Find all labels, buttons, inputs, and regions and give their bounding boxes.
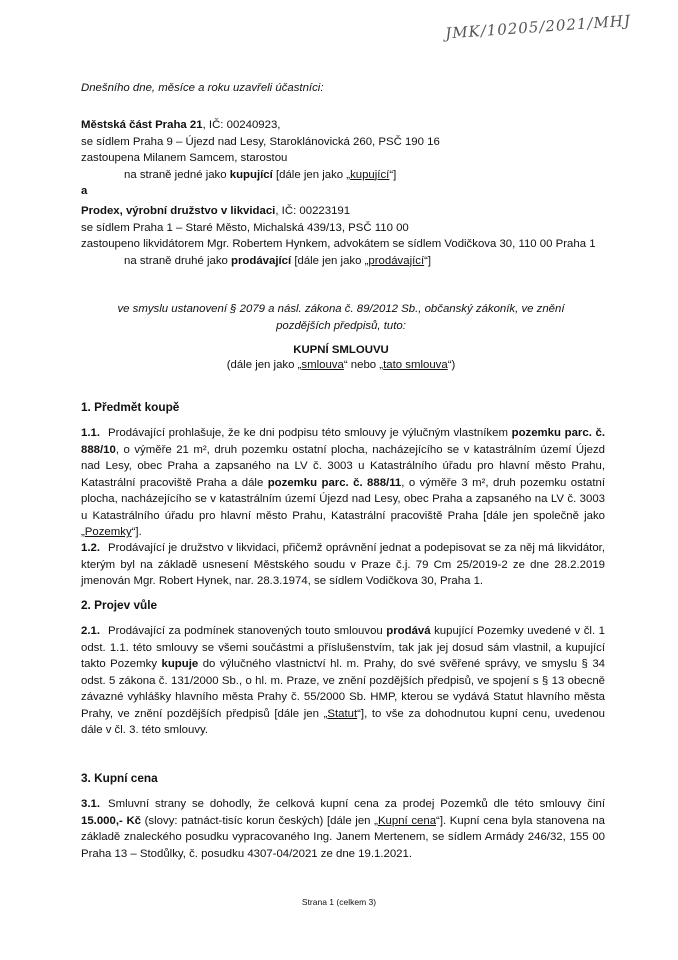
clause-text: Prodávající prohlašuje, že ke dni podpisu této smlouvy je výlučným vlastníkem [108,427,512,439]
section-1-heading: 1. Předmět koupě [81,400,180,414]
clause-text: “], to vše za dohodnutou kupní cenu, uvedenou dále v čl. 3. této smlouvy. [81,707,605,736]
role-text: “] [424,254,432,267]
role-text: “] [389,168,397,181]
buyer-representative: zastoupena Milanem Samcem, starostou [81,152,288,164]
role-alias: kupující [350,168,390,181]
section-2-heading: 2. Projev vůle [81,598,158,612]
role-text: [dále jen jako „ [291,254,369,267]
buyer-role [81,167,601,184]
seller-representative: zastoupeno likvidátorem Mgr. Robertem Hynkem, advokátem se sídlem Vodičkova 30, 110 00 Praha 1 [81,238,596,250]
clause-1-2 [81,540,605,590]
clause-defined-term: Kupní cena [377,814,437,827]
page-footer: Strana 1 (celkem 3) [301,897,377,907]
clause-text: “]. [131,526,142,538]
contract-title: KUPNÍ SMLOUVU [293,344,389,356]
clause-2-1 [81,623,605,739]
party-seller [81,203,601,269]
clause-text: , o výměře 3 m², druh pozemku ostatní plocha, nacházejícího se v katastrálním území Újezd nad Lesy, obec Praha a zapsaného na LV č. 3003 u Katastrálního úřadu pro hlavní město Prahu, Katastrální pracoviště Praha [dále jen společně jako „ [81,476,605,538]
subtitle-text: “ nebo „ [343,359,384,371]
buyer-name-line [81,117,601,134]
conjunction: a [81,185,88,197]
clause-text: (slovy: patnáct-tisíc korun českých) [dále jen „ [141,814,378,827]
role-text: na straně jedné jako [124,168,230,181]
clause-text: “]. Kupní cena byla stanovena na základě znaleckého posudku vypracovaného Ing. Janem Mertenem, se sídlem Armády 246/32, 155 00 Praha 13 – Stodůlky, č. posudku 4307-04/2021 ze dne 19.1.2021. [81,814,605,860]
buyer-id: , IČ: 00240923, [202,119,281,131]
subtitle-text: (dále jen jako „ [226,359,302,371]
intro-text: Dnešního dne, měsíce a roku uzavřeli účastníci: [81,82,324,94]
clause-bold: pozemku parc. č. 888/10 [81,427,606,456]
clause-bold: prodává [386,625,431,637]
buyer-seat: se sídlem Praha 9 – Újezd nad Lesy, Staroklánovická 260, PSČ 190 16 [81,135,440,148]
seller-role [81,253,601,270]
clause-text: Smluvní strany se dohodly, že celková kupní cena za prodej Pozemků dle této smlouvy činí [108,798,605,810]
section-3-heading: 3. Kupní cena [81,771,158,785]
seller-id: , IČ: 00223191 [275,205,351,217]
handwritten-reference: JMK/10205/2021/MHJ [444,11,632,43]
clause-number: 1.2. [81,542,100,554]
clause-text: Prodávající za podmínek stanovených touto smlouvou [108,625,387,637]
clause-3-1 [81,796,605,862]
party-buyer [81,117,601,200]
role-text: na straně druhé jako [124,254,232,267]
seller-name: Prodex, výrobní družstvo v likvidaci [81,205,276,217]
role-text: [dále jen jako „ [272,168,351,181]
seller-seat: se sídlem Praha 1 – Staré Město, Michalská 439/13, PSČ 110 00 [81,221,409,234]
role-alias: prodávající [368,254,425,267]
clause-1-1 [81,425,605,541]
clause-defined-term: Pozemky [84,526,132,538]
subtitle-alias: tato smlouva [383,359,448,371]
clause-text: , o výměře 21 m², druh pozemku ostatní plocha, nacházejícího se v katastrálním území Újezd nad Lesy, obec Praha a zapsaného na LV č. 3003 u Katastrálního úřadu pro hlavní město Prahu, Katastrální pracoviště Praha a dále [81,443,605,489]
clause-bold: kupuje [161,658,199,670]
subtitle-text: “) [447,359,456,371]
preamble-line: ve smyslu ustanovení § 2079 a násl. zákona č. 89/2012 Sb., občanský zákoník, ve znění [117,303,565,315]
subtitle-alias: smlouva [301,359,344,371]
contract-subtitle [81,359,601,371]
clause-text: kupující Pozemky uvedené v čl. 1 odst. 1.1. této smlouvy se všemi součástmi a příslušenstvím, tak jak jej dosud sám vlastnil, a kupující takto Pozemky [81,625,605,670]
clause-text: Prodávající je družstvo v likvidaci, přičemž oprávnění jednat a podepisovat se za něj má likvidátor, kterým byl na základě usnesení Městského soudu v Praze č.j. 79 Cm 25/2019-2 ze dne 28.2.2019 jmenován Mgr. Robert Hynek, nar. 28.3.1974, se sídlem Vodičkova 30, Praha 1. [81,542,605,587]
preamble [81,301,601,334]
clause-bold: pozemku parc. č. 888/11 [267,476,402,489]
role-bold: prodávající [231,254,292,267]
clause-defined-term: Statut [327,707,358,720]
role-bold: kupující [229,168,273,181]
clause-number: 3.1. [81,798,100,810]
clause-number: 1.1. [81,427,100,439]
clause-text: do výlučného vlastnictví hl. m. Prahy, do své svěřené správy, ve smyslu § 34 odst. 5 zákona č. 131/2000 Sb., o hl. m. Praze, ve znění pozdějších předpisů, ve spojení s § 13 obecně závazné vyhlášky hlavního města Prahy č. 55/2000 Sb. HMP, kterou se vydává Statut hlavního města Prahy, ve znění pozdějších předpisů [dále jen „ [81,658,605,720]
clause-bold: 15.000,- Kč [81,814,141,827]
buyer-name: Městská část Praha 21 [81,119,203,131]
seller-name-line [81,203,601,220]
clause-number: 2.1. [81,625,100,637]
preamble-line: pozdějších předpisů, tuto: [276,319,406,332]
